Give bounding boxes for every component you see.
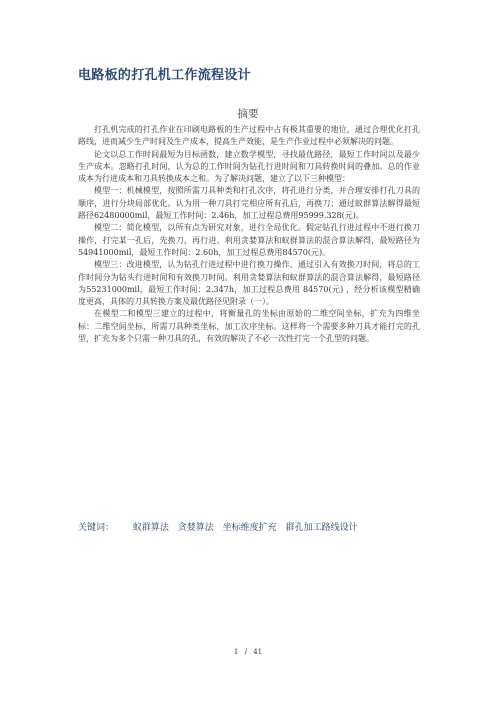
abstract-paragraph-method: 论文以总工作时间最短为目标函数，建立数学模型，寻找最优路径，最短工作时间以及最少生产成本。忽略打孔时间，认为总的工作时间为钻孔行进时间和刀具转换时间的叠加。总的作业成本为行进成本和刀具转换成本之和。为了解决问题，建立了以下三种模型： [78,149,420,184]
document-title: 电路板的打孔机工作流程设计 [78,68,251,83]
abstract-paragraph-model-1: 模型一：机械模型，按照所需刀具种类和打孔次序，将孔进行分类，并合理安排打孔刀具的顺序，进行分块局部优化。认为用一种刀具打完相应所有孔后，再换刀；通过蚁群算法解得最短路径62480000mil，最短工作时间：2.46h，加工过程总费用95999.328(元)。 [78,186,420,221]
abstract-paragraph-coordinates: 在模型二和模型三建立的过程中，将衡量孔的坐标由原始的二维空间坐标，扩充为四维坐标：二维空间坐标，所需刀具种类坐标，加工次序坐标。这样将一个需要多种刀具才能打完的孔型，扩充为多个只需一种刀具的孔，有效的解决了不必一次性打完一个孔型的问题。 [78,309,420,344]
keyword-item: 蚁群算法 [132,523,169,533]
current-page-number: 1 [233,648,239,656]
abstract-paragraph-model-2: 模型二：简化模型，以所有点为研究对象，进行全局优化。假定钻孔行进过程中不进行换刀操作，打完某一孔后，先换刀，再行进。利用贪婪算法和蚁群算法的混合算法解得，最短路径为 54941000mil，最短工作时间：2.60h，加工过程总费用84570(元)。 [78,223,420,257]
keyword-item: 群孔加工路线设计 [285,523,358,533]
abstract-body [78,124,420,345]
abstract-paragraph-intro: 打孔机完成的打孔作业在印刷电路板的生产过程中占有极其重要的地位，通过合理优化打孔路线，进而减少生产时间及生产成本，提高生产效能，是生产作业过程中必须解决的问题。 [78,125,420,147]
page-separator: / [244,648,247,656]
keywords-line [78,520,438,533]
page-number-footer [0,648,496,656]
total-page-count: 41 [253,648,263,656]
abstract-heading: 摘要 [237,108,259,120]
abstract-paragraph-model-3: 模型三：改进模型，认为钻孔行进过程中进行换刀操作，通过引入有效换刀时间，将总的工作时间分为钻头行进时间和有效换刀时间。利用贪婪算法和蚁群算法的混合算法解得，最短路径为55231000mil，最短工作时间：2.347h，加工过程总费用 84570(元) ，经分析该模型精确度更高，具体的刀具转换方案及最优路径见附录（一）。 [78,260,420,307]
keyword-item: 贪婪算法 [177,523,214,533]
keyword-item: 坐标维度扩充 [222,523,277,533]
keywords-label: 关键词： [78,523,115,533]
